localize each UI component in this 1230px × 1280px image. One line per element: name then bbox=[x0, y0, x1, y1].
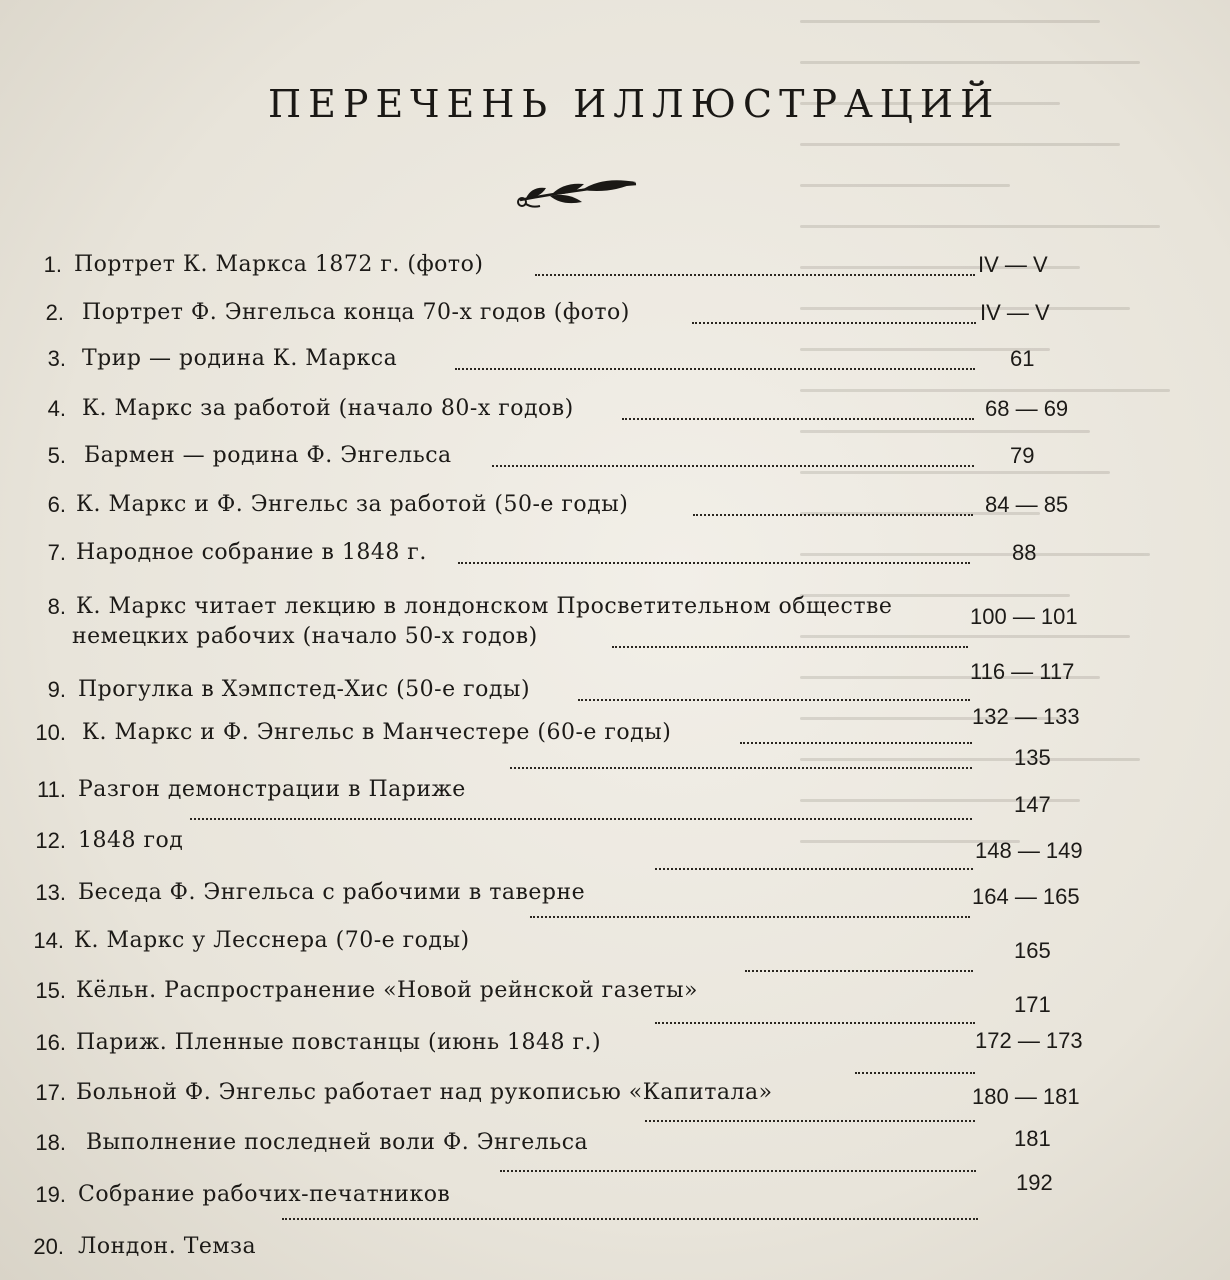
item-page: 171 bbox=[1014, 992, 1051, 1017]
item-title: К. Маркс и Ф. Энгельс в Манчестере (60-е годы) bbox=[82, 720, 672, 745]
dot-leader bbox=[655, 1022, 975, 1024]
item-number: 17. bbox=[35, 1080, 66, 1105]
item-page: IV — V bbox=[980, 300, 1050, 325]
list-item bbox=[0, 538, 1230, 578]
item-number: 6. bbox=[47, 492, 66, 517]
item-number: 5. bbox=[47, 443, 66, 468]
item-number: 10. bbox=[35, 720, 66, 745]
item-title: Париж. Пленные повстанцы (июнь 1848 г.) bbox=[76, 1030, 602, 1055]
dot-leader bbox=[530, 916, 970, 918]
item-page: 135 bbox=[1014, 745, 1051, 770]
item-number: 19. bbox=[35, 1182, 66, 1207]
item-page: 165 bbox=[1014, 938, 1051, 963]
dot-leader bbox=[745, 970, 973, 972]
item-title: Собрание рабочих-печатников bbox=[78, 1182, 451, 1207]
item-title: 1848 год bbox=[78, 828, 184, 853]
dot-leader bbox=[740, 742, 972, 744]
item-number: 16. bbox=[35, 1030, 66, 1055]
item-page: 181 bbox=[1014, 1126, 1051, 1151]
item-number: 15. bbox=[35, 978, 66, 1003]
item-title-continued: немецких рабочих (начало 50-х годов) bbox=[72, 624, 538, 649]
list-item bbox=[0, 592, 1230, 649]
dot-leader bbox=[612, 646, 968, 648]
list-item bbox=[0, 298, 1230, 338]
item-title: К. Маркс за работой (начало 80-х годов) bbox=[82, 396, 574, 421]
item-page: 84 — 85 bbox=[985, 492, 1069, 517]
list-item bbox=[0, 394, 1230, 434]
dot-leader bbox=[855, 1072, 975, 1074]
item-number: 14. bbox=[33, 928, 64, 953]
item-title: К. Маркс у Лесснера (70-е годы) bbox=[74, 928, 470, 953]
item-title: К. Маркс читает лекцию в лондонском Просветительном обществе bbox=[76, 594, 893, 619]
item-page: IV — V bbox=[978, 252, 1048, 277]
item-title: Трир — родина К. Маркса bbox=[82, 346, 398, 371]
item-number: 2. bbox=[45, 300, 64, 325]
item-number: 13. bbox=[35, 880, 66, 905]
item-title: Портрет Ф. Энгельса конца 70-х годов (фото) bbox=[82, 300, 630, 325]
item-page: 100 — 101 bbox=[970, 604, 1078, 629]
dot-leader bbox=[655, 868, 973, 870]
item-number: 8. bbox=[47, 594, 66, 619]
dot-leader bbox=[692, 322, 976, 324]
dot-leader bbox=[282, 1218, 978, 1220]
item-title: Прогулка в Хэмпстед-Хис (50-е годы) bbox=[78, 677, 531, 702]
item-number: 3. bbox=[47, 346, 66, 371]
dot-leader bbox=[458, 562, 970, 564]
item-page: 68 — 69 bbox=[985, 396, 1069, 421]
item-page: 164 — 165 bbox=[972, 884, 1080, 909]
item-page: 192 bbox=[1016, 1170, 1053, 1195]
item-title: К. Маркс и Ф. Энгельс за работой (50-е годы) bbox=[76, 492, 629, 517]
dot-leader bbox=[500, 1170, 976, 1172]
dot-leader bbox=[645, 1120, 975, 1122]
dot-leader bbox=[693, 514, 973, 516]
item-title: Портрет К. Маркса 1872 г. (фото) bbox=[74, 252, 484, 277]
item-title: Выполнение последней воли Ф. Энгельса bbox=[86, 1130, 589, 1155]
item-page: 88 bbox=[1012, 540, 1037, 565]
list-item bbox=[0, 250, 1230, 290]
item-page: 172 — 173 bbox=[975, 1028, 1083, 1053]
list-item bbox=[0, 490, 1230, 530]
item-number: 12. bbox=[35, 828, 66, 853]
item-number: 18. bbox=[35, 1130, 66, 1155]
item-page: 132 — 133 bbox=[972, 704, 1080, 729]
item-title: Больной Ф. Энгельс работает над рукописью «Капитала» bbox=[76, 1080, 773, 1105]
item-title: Бармен — родина Ф. Энгельса bbox=[84, 443, 452, 468]
dot-leader bbox=[535, 274, 975, 276]
dot-leader bbox=[510, 767, 972, 769]
item-title: Беседа Ф. Энгельса с рабочими в таверне bbox=[78, 880, 586, 905]
page-title: ПЕРЕЧЕНЬ ИЛЛЮСТРАЦИЙ bbox=[268, 82, 1001, 126]
list-item bbox=[0, 344, 1230, 384]
item-number: 7. bbox=[47, 540, 66, 565]
item-page: 116 — 117 bbox=[970, 659, 1075, 684]
item-number: 9. bbox=[47, 677, 66, 702]
item-title: Кёльн. Распространение «Новой рейнской газеты» bbox=[76, 978, 698, 1003]
item-page: 180 — 181 bbox=[972, 1084, 1080, 1109]
item-title: Лондон. Темза bbox=[78, 1234, 257, 1259]
laurel-branch-ornament-icon bbox=[512, 172, 642, 208]
dot-leader bbox=[622, 418, 974, 420]
dot-leader bbox=[190, 818, 972, 820]
item-page: 148 — 149 bbox=[975, 838, 1083, 863]
dot-leader bbox=[578, 699, 970, 701]
item-title: Народное собрание в 1848 г. bbox=[76, 540, 427, 565]
item-page: 79 bbox=[1010, 443, 1035, 468]
list-item bbox=[0, 441, 1230, 481]
item-number: 20. bbox=[33, 1234, 64, 1259]
item-page: 147 bbox=[1014, 792, 1051, 817]
dot-leader bbox=[455, 368, 975, 370]
item-title: Разгон демонстрации в Париже bbox=[78, 777, 466, 802]
dot-leader bbox=[492, 465, 974, 467]
item-page: 61 bbox=[1010, 346, 1035, 371]
item-number: 1. bbox=[43, 252, 62, 277]
item-number: 4. bbox=[47, 396, 66, 421]
item-number: 11. bbox=[37, 777, 66, 802]
